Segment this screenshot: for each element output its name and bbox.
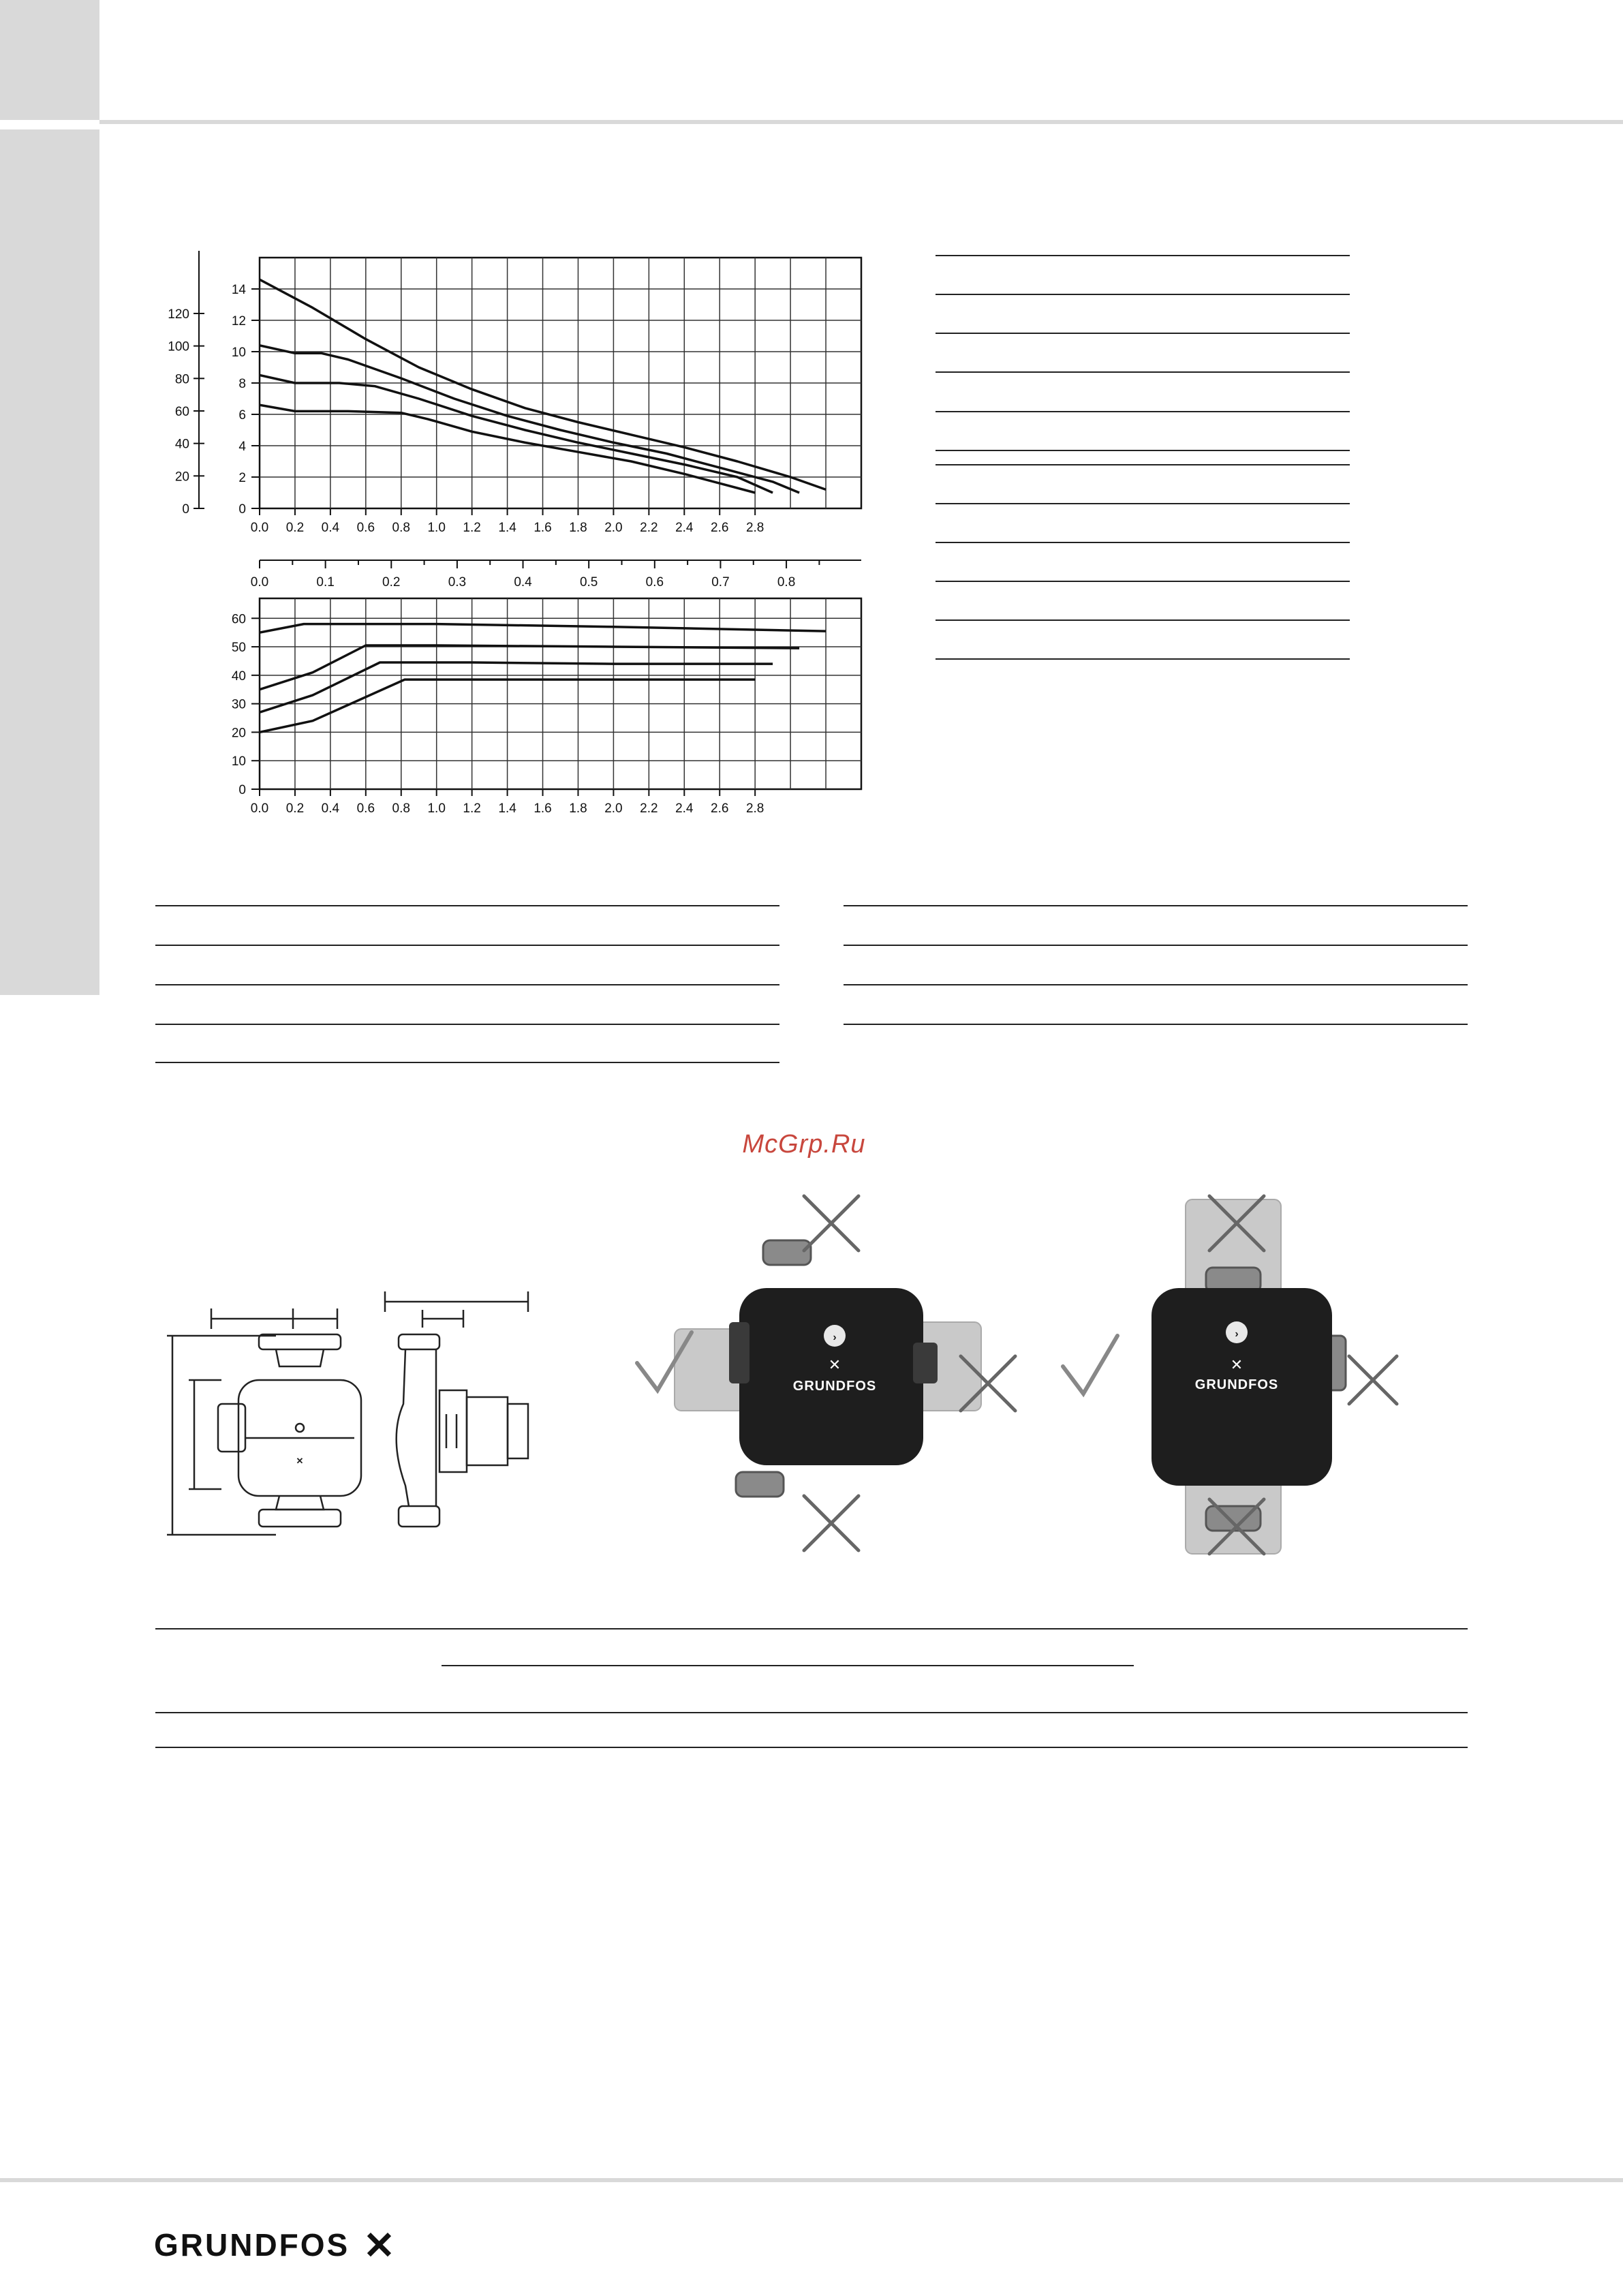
- x-tick-label: 2.6: [711, 801, 729, 816]
- x-tick-label: 1.4: [498, 521, 516, 535]
- x-tick-label: 1.4: [498, 801, 516, 816]
- wrong-position-top-cross-icon: [804, 1196, 859, 1251]
- y-tick-label: 14: [231, 283, 246, 297]
- secondary-x-tick-label: 0.5: [579, 575, 598, 590]
- x-tick-label: 0.2: [285, 801, 305, 816]
- secondary-x-tick-label: 0.3: [448, 575, 467, 590]
- x-tick-label: 1.6: [534, 521, 552, 535]
- wrong-position-bottom-cross-icon: [804, 1496, 859, 1550]
- secondary-y-tick-label: 100: [168, 339, 189, 354]
- x-tick-label: 2.8: [745, 521, 764, 535]
- x-tick-label: 2.2: [640, 801, 658, 816]
- svg-text:›: ›: [1235, 1328, 1239, 1340]
- secondary-x-tick-label: 0.1: [316, 575, 335, 590]
- pump-brand-icon-2: ✕: [1230, 1356, 1243, 1373]
- pump-brand-icon: ✕: [828, 1356, 841, 1373]
- x-tick-label: 0.0: [250, 801, 269, 816]
- secondary-x-tick-label: 0.7: [711, 575, 730, 590]
- secondary-x-tick-label: 0.0: [250, 575, 269, 590]
- x-tick-label: 0.2: [285, 521, 305, 535]
- x-tick-label: 1.8: [569, 521, 587, 535]
- y-tick-label: 60: [231, 612, 246, 627]
- y-tick-label: 12: [231, 314, 246, 328]
- watermark: McGrp.Ru: [742, 1130, 866, 1159]
- x-tick-label: 1.6: [534, 801, 552, 816]
- y-tick-label: 2: [238, 471, 246, 485]
- x-tick-label: 2.8: [745, 801, 764, 816]
- y-tick-label: 0: [238, 502, 246, 517]
- footer-divider: [0, 2178, 1623, 2182]
- wrong-position-right-cross-icon-2: [1349, 1356, 1397, 1404]
- svg-text:›: ›: [833, 1332, 837, 1343]
- y-tick-label: 4: [238, 440, 246, 454]
- x-tick-label: 2.6: [711, 521, 729, 535]
- x-tick-label: 1.2: [463, 521, 481, 535]
- x-tick-label: 0.8: [392, 521, 410, 535]
- x-tick-label: 0.6: [356, 521, 375, 535]
- secondary-x-tick-label: 0.4: [514, 575, 532, 590]
- pump-brand-text: GRUNDFOS: [792, 1379, 877, 1394]
- y-tick-label: 8: [238, 377, 246, 391]
- secondary-y-tick-label: 0: [182, 502, 189, 517]
- installation-position-photo-1: [627, 1186, 1036, 1567]
- power-chart: [0, 0, 1623, 852]
- pump-brand-text-2: GRUNDFOS: [1194, 1377, 1279, 1392]
- x-tick-label: 1.0: [427, 521, 446, 535]
- y-tick-label: 0: [238, 783, 246, 797]
- y-tick-label: 30: [231, 697, 246, 712]
- x-tick-label: 1.2: [463, 801, 481, 816]
- x-tick-label: 2.0: [604, 521, 623, 535]
- secondary-y-tick-label: 20: [174, 470, 189, 485]
- x-tick-label: 0.0: [250, 521, 269, 535]
- y-tick-label: 10: [231, 754, 246, 769]
- y-tick-label: 10: [231, 346, 246, 360]
- secondary-x-tick-label: 0.8: [777, 575, 796, 590]
- pump-dimension-drawing-front: [160, 1281, 365, 1540]
- x-tick-label: 0.6: [356, 801, 375, 816]
- y-tick-label: 6: [238, 408, 246, 423]
- installation-position-photo-2: [1049, 1186, 1404, 1567]
- secondary-y-tick-label: 120: [168, 307, 189, 322]
- logo-wordmark: GRUNDFOS: [154, 2227, 350, 2263]
- secondary-y-tick-label: 60: [174, 404, 189, 419]
- secondary-x-tick-label: 0.2: [382, 575, 401, 590]
- y-tick-label: 20: [231, 726, 246, 741]
- pump-dimension-drawing-side: [382, 1281, 552, 1540]
- x-tick-label: 2.4: [675, 521, 694, 535]
- correct-position-check-icon-2: [1063, 1336, 1117, 1394]
- pump-logo-mini: ✕: [296, 1456, 304, 1466]
- x-tick-label: 0.4: [321, 521, 340, 535]
- x-tick-label: 2.2: [640, 521, 658, 535]
- x-tick-label: 2.4: [675, 801, 694, 816]
- x-tick-label: 0.4: [321, 801, 340, 816]
- secondary-x-tick-label: 0.6: [645, 575, 664, 590]
- x-tick-label: 1.0: [427, 801, 446, 816]
- secondary-y-tick-label: 80: [174, 372, 189, 387]
- y-tick-label: 50: [231, 641, 246, 656]
- x-tick-label: 1.8: [569, 801, 587, 816]
- grundfos-x-icon: ✕: [363, 2224, 397, 2267]
- x-tick-label: 0.8: [392, 801, 410, 816]
- x-tick-label: 2.0: [604, 801, 623, 816]
- series-line-3: [260, 662, 773, 712]
- y-tick-label: 40: [231, 669, 246, 684]
- secondary-y-tick-label: 40: [174, 437, 189, 452]
- grundfos-logo: [154, 2223, 397, 2268]
